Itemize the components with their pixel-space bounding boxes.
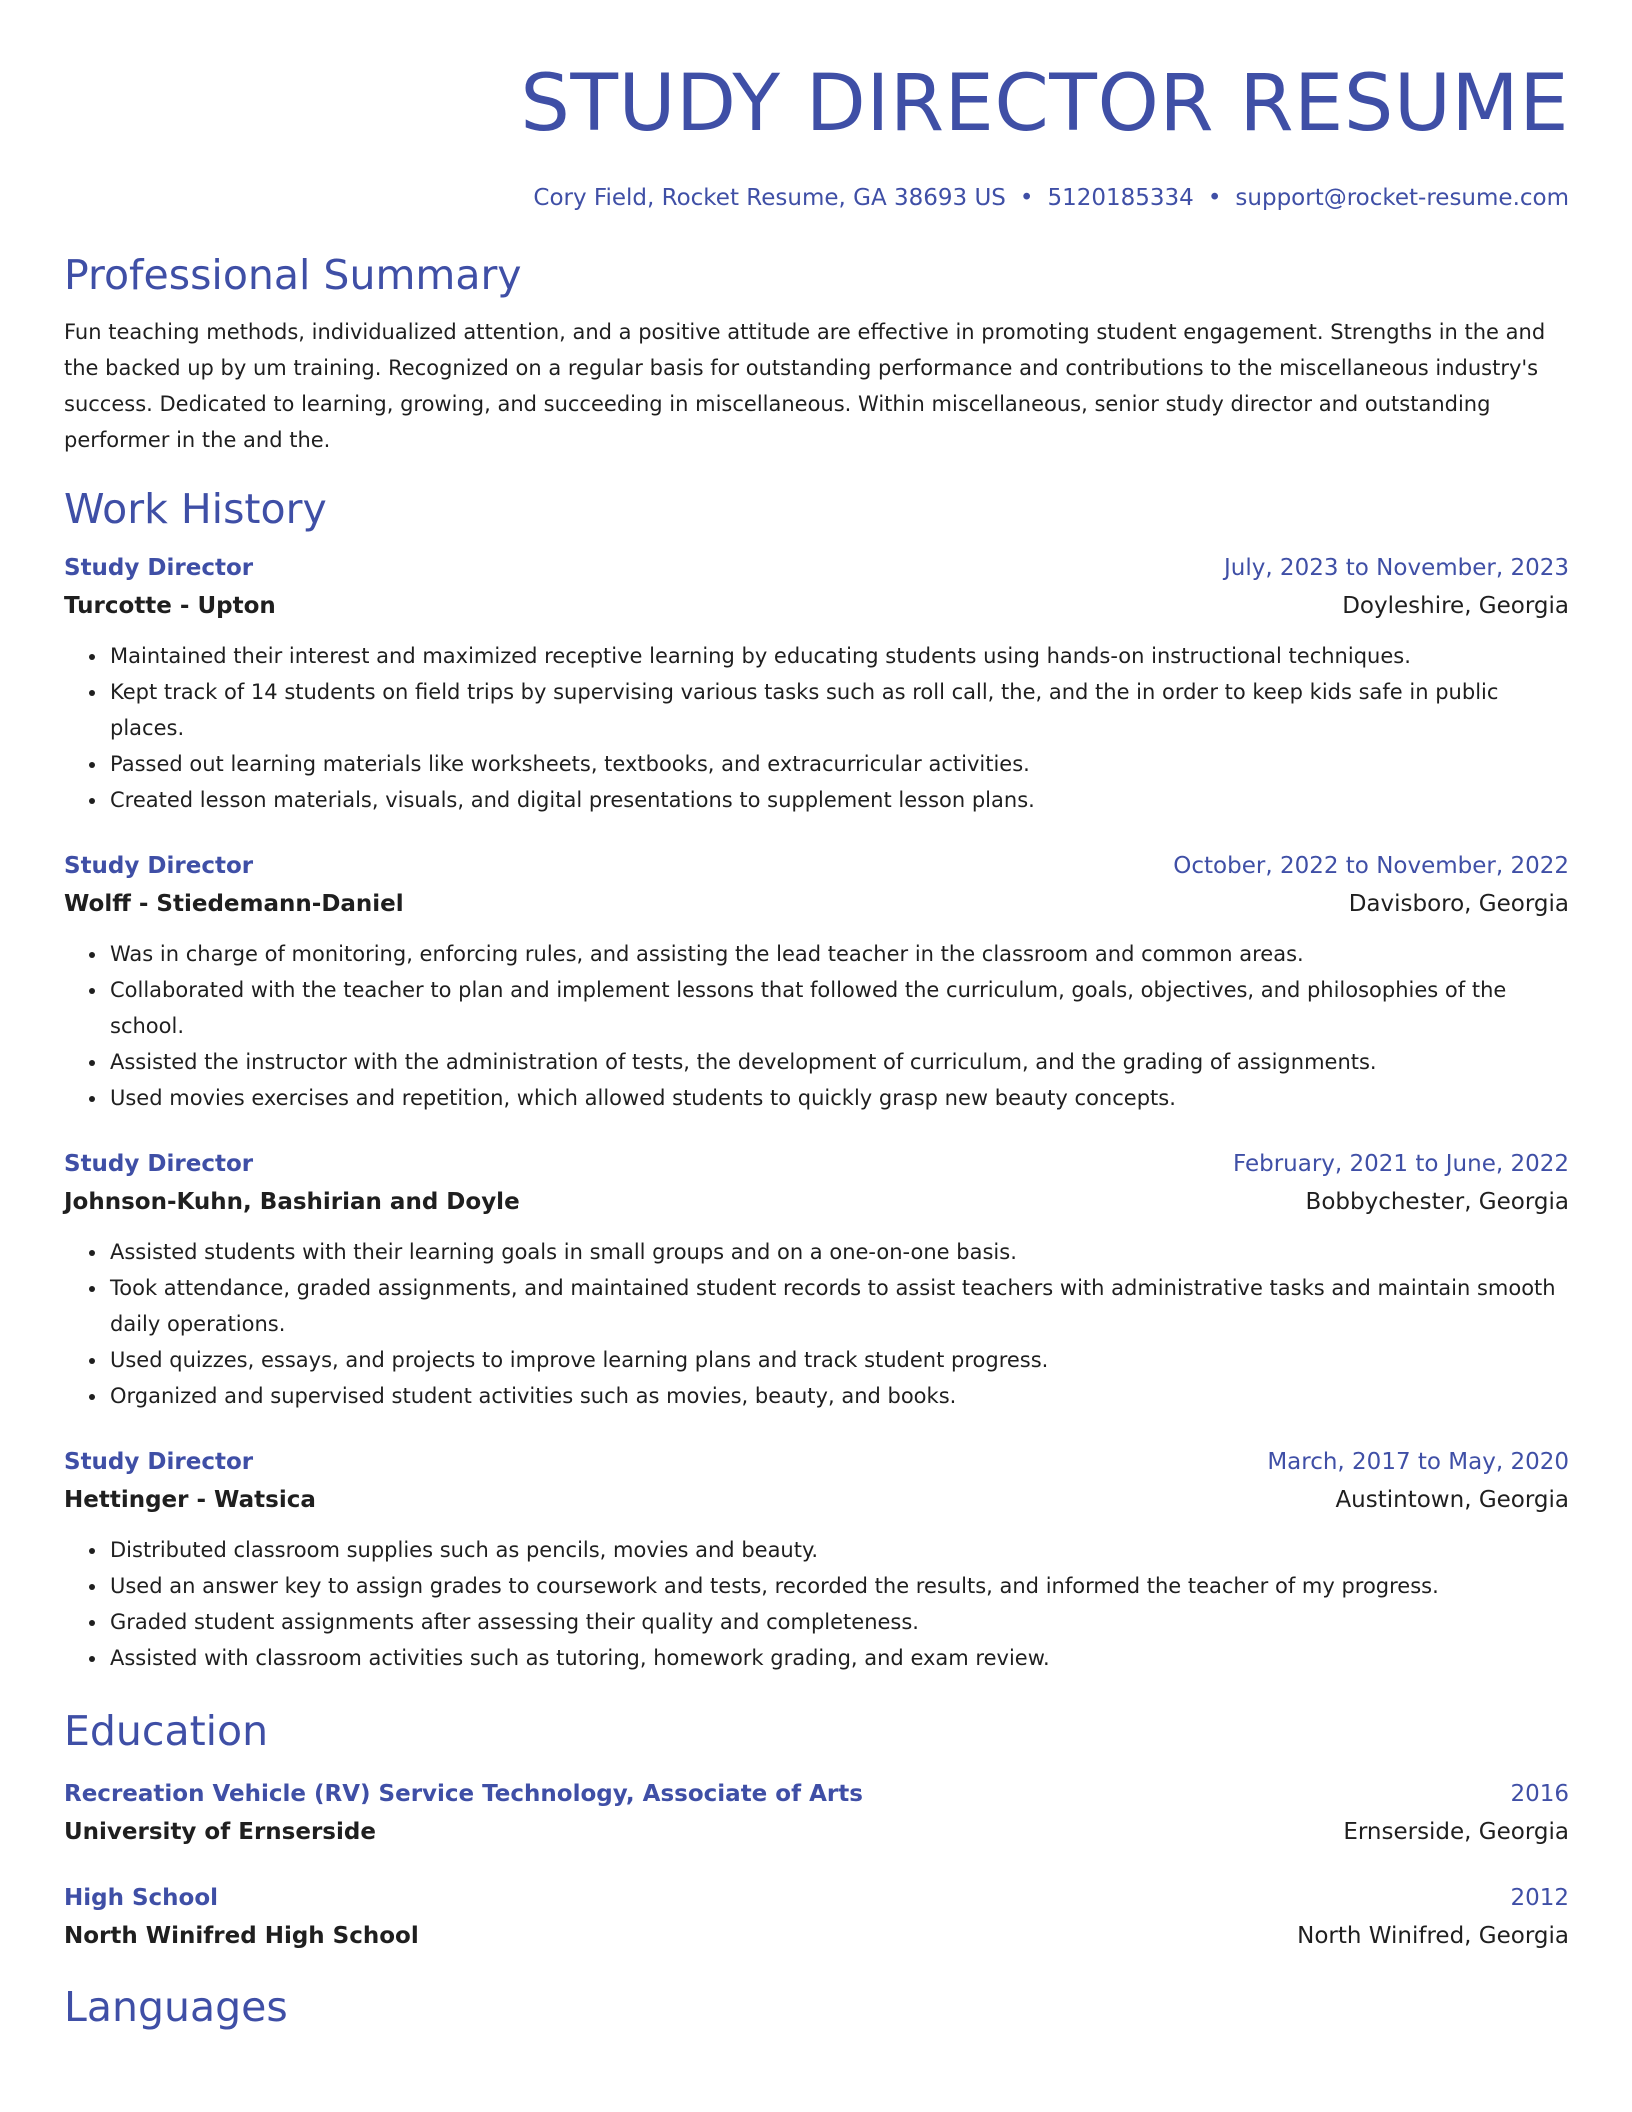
resume-header bbox=[64, 0, 1569, 214]
job-duty: • Kept track of 14 students on field trips by supervising various tasks such as roll call, the, and the in order to keep kids safe in public places. bbox=[108, 674, 1569, 746]
job-location: Davisboro, Georgia bbox=[1348, 891, 1569, 917]
education-degree: High School bbox=[64, 1885, 219, 1911]
job-entry bbox=[64, 848, 1569, 1116]
education-heading: Education bbox=[64, 1707, 269, 1755]
job-duty: • Passed out learning materials like worksheets, textbooks, and extracurricular activities. bbox=[108, 746, 1569, 782]
job-duty: • Used an answer key to assign grades to coursework and tests, recorded the results, and informed the teacher of my progress. bbox=[108, 1568, 1569, 1604]
job-entry bbox=[64, 1146, 1569, 1414]
job-location: Bobbychester, Georgia bbox=[1305, 1189, 1569, 1215]
job-role: Study Director bbox=[64, 853, 254, 879]
contact-separator: • bbox=[1207, 185, 1222, 211]
job-duties bbox=[64, 1234, 1569, 1414]
summary-text: Fun teaching methods, individualized attention, and a positive attitude are effective in promoting student engagement. Strengths in the and the backed up by um training. Recognized on a regular basis for outstanding performance and contributions to the miscellaneous industry's success. Dedicated to learning, growing, and succeeding in miscellaneous. Within miscellaneous, senior study director and outstanding performer in the and the. bbox=[64, 320, 1546, 452]
summary-heading: Professional Summary bbox=[64, 251, 522, 299]
job-duty: • Used movies exercises and repetition, which allowed students to quickly grasp new beauty concepts. bbox=[108, 1080, 1569, 1116]
job-duty: • Distributed classroom supplies such as pencils, movies and beauty. bbox=[108, 1532, 1569, 1568]
work-history-section bbox=[64, 482, 1569, 1676]
education-location: Ernserside, Georgia bbox=[1343, 1819, 1569, 1845]
job-duty: • Created lesson materials, visuals, and digital presentations to supplement lesson plans. bbox=[108, 782, 1569, 818]
job-duty: • Assisted students with their learning goals in small groups and on a one-on-one basis. bbox=[108, 1234, 1569, 1270]
job-duty: • Collaborated with the teacher to plan and implement lessons that followed the curriculum, goals, objectives, and philosophies of the school. bbox=[108, 972, 1569, 1044]
job-role: Study Director bbox=[64, 1449, 254, 1475]
education-year: 2016 bbox=[1510, 1781, 1569, 1807]
job-employer: Wolff - Stiedemann-Daniel bbox=[64, 891, 404, 917]
job-duty: • Maintained their interest and maximized receptive learning by educating students using hands-on instructional techniques. bbox=[108, 638, 1569, 674]
job-duty: • Assisted the instructor with the administration of tests, the development of curriculum, and the grading of assignments. bbox=[108, 1044, 1569, 1080]
education-section bbox=[64, 1704, 1569, 1954]
summary-section bbox=[64, 248, 1569, 458]
education-year: 2012 bbox=[1510, 1885, 1569, 1911]
contact-line bbox=[64, 182, 1569, 214]
work-history-heading: Work History bbox=[64, 485, 327, 533]
contact-email: support@rocket-resume.com bbox=[1235, 185, 1569, 211]
job-dates: July, 2023 to November, 2023 bbox=[1223, 555, 1569, 581]
education-entry bbox=[64, 1880, 1569, 1954]
job-dates: March, 2017 to May, 2020 bbox=[1267, 1449, 1569, 1475]
education-entry bbox=[64, 1776, 1569, 1850]
resume-title: STUDY DIRECTOR RESUME bbox=[520, 59, 1569, 149]
job-location: Doyleshire, Georgia bbox=[1342, 593, 1569, 619]
job-role: Study Director bbox=[64, 1151, 254, 1177]
job-duties bbox=[64, 936, 1569, 1116]
job-duty: • Used quizzes, essays, and projects to improve learning plans and track student progress. bbox=[108, 1342, 1569, 1378]
education-school: North Winifred High School bbox=[64, 1923, 419, 1949]
job-entry bbox=[64, 1444, 1569, 1676]
contact-address: Cory Field, Rocket Resume, GA 38693 US bbox=[533, 185, 1006, 211]
job-duty: • Graded student assignments after assessing their quality and completeness. bbox=[108, 1604, 1569, 1640]
job-location: Austintown, Georgia bbox=[1335, 1487, 1569, 1513]
education-location: North Winifred, Georgia bbox=[1297, 1923, 1569, 1949]
job-duty: • Was in charge of monitoring, enforcing rules, and assisting the lead teacher in the classroom and common areas. bbox=[108, 936, 1569, 972]
education-school: University of Ernserside bbox=[64, 1819, 376, 1845]
job-employer: Hettinger - Watsica bbox=[64, 1487, 316, 1513]
languages-heading: Languages bbox=[64, 1983, 288, 2031]
languages-section bbox=[64, 1980, 1569, 2034]
job-duty: • Took attendance, graded assignments, and maintained student records to assist teachers with administrative tasks and maintain smooth daily operations. bbox=[108, 1270, 1569, 1342]
job-dates: February, 2021 to June, 2022 bbox=[1232, 1151, 1569, 1177]
job-duty: • Assisted with classroom activities such as tutoring, homework grading, and exam review. bbox=[108, 1640, 1569, 1676]
job-employer: Turcotte - Upton bbox=[64, 593, 276, 619]
contact-separator: • bbox=[1019, 185, 1034, 211]
contact-phone: 5120185334 bbox=[1047, 185, 1194, 211]
job-duties bbox=[64, 1532, 1569, 1676]
job-duties bbox=[64, 638, 1569, 818]
job-role: Study Director bbox=[64, 555, 254, 581]
job-employer: Johnson-Kuhn, Bashirian and Doyle bbox=[64, 1189, 520, 1215]
education-degree: Recreation Vehicle (RV) Service Technology, Associate of Arts bbox=[64, 1781, 863, 1807]
job-entry bbox=[64, 550, 1569, 818]
job-duty: • Organized and supervised student activities such as movies, beauty, and books. bbox=[108, 1378, 1569, 1414]
job-dates: October, 2022 to November, 2022 bbox=[1173, 853, 1569, 879]
